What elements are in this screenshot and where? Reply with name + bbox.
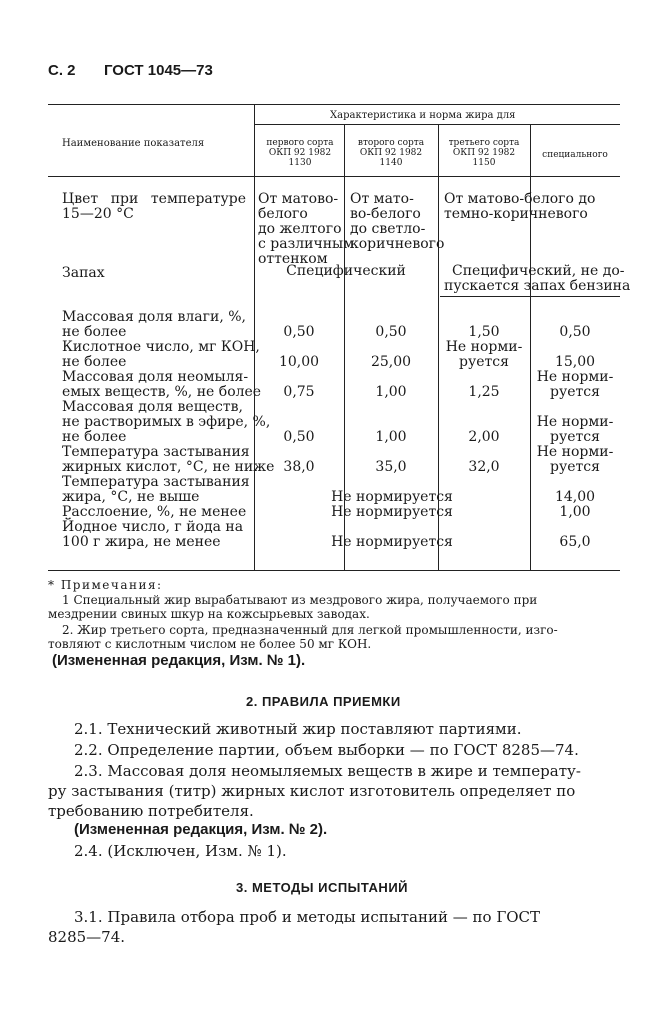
paragraph: требованию потребителя. [48,802,254,820]
row-label-moisture: не более [62,324,127,340]
cell-text: От мато- [350,191,414,207]
paragraph: 2.3. Массовая доля неомыляемых веществ в жире и температу- [74,762,581,780]
cell-text: Специфический [286,263,406,279]
note-text: 1 Специальный жир вырабатывают из мездрового жира, получаемого при [62,593,538,607]
cell-value: Не норми- [536,444,614,460]
cell-value: 35,0 [375,459,407,475]
cell-value: руется [550,459,600,475]
standard-number: ГОСТ 1045—73 [104,62,213,79]
row-label-color: 15—20 °С [62,206,134,222]
cell-value: руется [459,354,509,370]
row-label-unsaponifiable: Массовая доля неомыля- [62,369,249,385]
row-label-insoluble: не более [62,429,127,445]
row-label-smell: Запах [62,265,105,281]
row-label-stratification: Расслоение, %, не менее [62,504,247,520]
section-2-title: 2. ПРАВИЛА ПРИЕМКИ [246,694,401,709]
cell-text: белого [258,206,308,222]
cell-text: коричневого [350,236,445,252]
row-label-acid: не более [62,354,127,370]
note-text: товляют с кислотным числом не более 50 мг КОН. [48,637,372,651]
section-3-title: 3. МЕТОДЫ ИСПЫТАНИЙ [236,880,408,895]
column-header-grade3: третьего сорта ОКП 92 1982 1150 [448,138,520,168]
row-label-insoluble: не растворимых в эфире, %, [62,414,271,430]
cell-value: Не норми- [536,414,614,430]
paragraph: 2.2. Определение партии, объем выборки — по ГОСТ 8285—74. [74,741,579,759]
column-header-indicator: Наименование показателя [62,138,205,149]
table-bottom-rule [48,570,620,571]
row-label-color: Цвет при температуре [62,191,246,207]
cell-value: 38,0 [283,459,315,475]
note-text: мездрении свиных шкур на кожсырьевых заводах. [48,607,370,621]
cell-value: руется [550,429,600,445]
cell-value: 0,75 [283,384,315,400]
section-2-edit-mark: (Измененная редакция, Изм. № 2). [74,821,328,838]
paragraph: 3.1. Правила отбора проб и методы испытаний — по ГОСТ [74,908,541,926]
cell-text: От матово- [258,191,339,207]
cell-text: От матово-белого до [444,191,596,207]
cell-value: 1,25 [468,384,500,400]
cell-value: руется [550,384,600,400]
table-top-rule [48,104,620,105]
cell-value: 0,50 [283,429,315,445]
cell-value: 1,50 [468,324,500,340]
table-group-rule [254,124,620,125]
cell-value: Не нормируется [331,489,453,505]
column-header-special: специального [542,150,608,160]
paragraph: 8285—74. [48,928,126,946]
row-label-acid-solidification: жирных кислот, °С, не ниже [62,459,275,475]
cell-value: Не нормируется [331,504,453,520]
smell-rule [440,296,620,297]
cell-text: оттенком [258,251,328,267]
cell-value: Не норми- [445,339,523,355]
column-header-grade1: первого сорта ОКП 92 1982 1130 [266,138,334,168]
column-header-grade2: второго сорта ОКП 92 1982 1140 [357,138,425,168]
cell-value: 1,00 [375,429,407,445]
row-label-fat-solidification: Температура застывания [62,474,250,490]
cell-text: во-белого [350,206,421,222]
cell-value: 15,00 [554,354,596,370]
row-label-iodine: 100 г жира, не менее [62,534,221,550]
row-label-iodine: Йодное число, г йода на [62,519,244,535]
paragraph: ру застывания (титр) жирных кислот изготовитель определяет по [48,782,576,800]
cell-text: темно-коричневого [444,206,588,222]
row-label-unsaponifiable: емых веществ, %, не более [62,384,262,400]
cell-value: 10,00 [278,354,320,370]
row-label-acid-solidification: Температура застывания [62,444,250,460]
cell-value: 0,50 [559,324,591,340]
table-header-rule [48,176,620,177]
notes-edit-mark: (Измененная редакция, Изм. № 1). [52,652,306,669]
paragraph: 2.1. Технический животный жир поставляют партиями. [74,720,522,738]
cell-value: 25,00 [370,354,412,370]
page-number: С. 2 [48,62,76,79]
cell-text: до светло- [350,221,426,237]
column-header-group: Характеристика и норма жира для [330,110,516,121]
cell-value: 0,50 [375,324,407,340]
cell-value: Не нормируется [331,534,453,550]
paragraph: 2.4. (Исключен, Изм. № 1). [74,842,287,860]
cell-text: до желтого [258,221,342,237]
notes-title: * Примечания: [48,578,163,592]
cell-value: Не норми- [536,369,614,385]
row-label-fat-solidification: жира, °С, не выше [62,489,200,505]
cell-value: 1,00 [559,504,591,520]
cell-text: Специфический, не до- [452,263,625,279]
cell-text: с различным [258,236,355,252]
note-text: 2. Жир третьего сорта, предназначенный для легкой промышленности, изго- [62,623,558,637]
row-label-insoluble: Массовая доля веществ, [62,399,243,415]
cell-value: 2,00 [468,429,500,445]
cell-value: 65,0 [559,534,591,550]
cell-value: 1,00 [375,384,407,400]
cell-text: пускается запах бензина [444,278,631,294]
row-label-moisture: Массовая доля влаги, %, [62,309,246,325]
cell-value: 32,0 [468,459,500,475]
cell-value: 14,00 [554,489,596,505]
row-label-acid: Кислотное число, мг КОН, [62,339,260,355]
cell-value: 0,50 [283,324,315,340]
